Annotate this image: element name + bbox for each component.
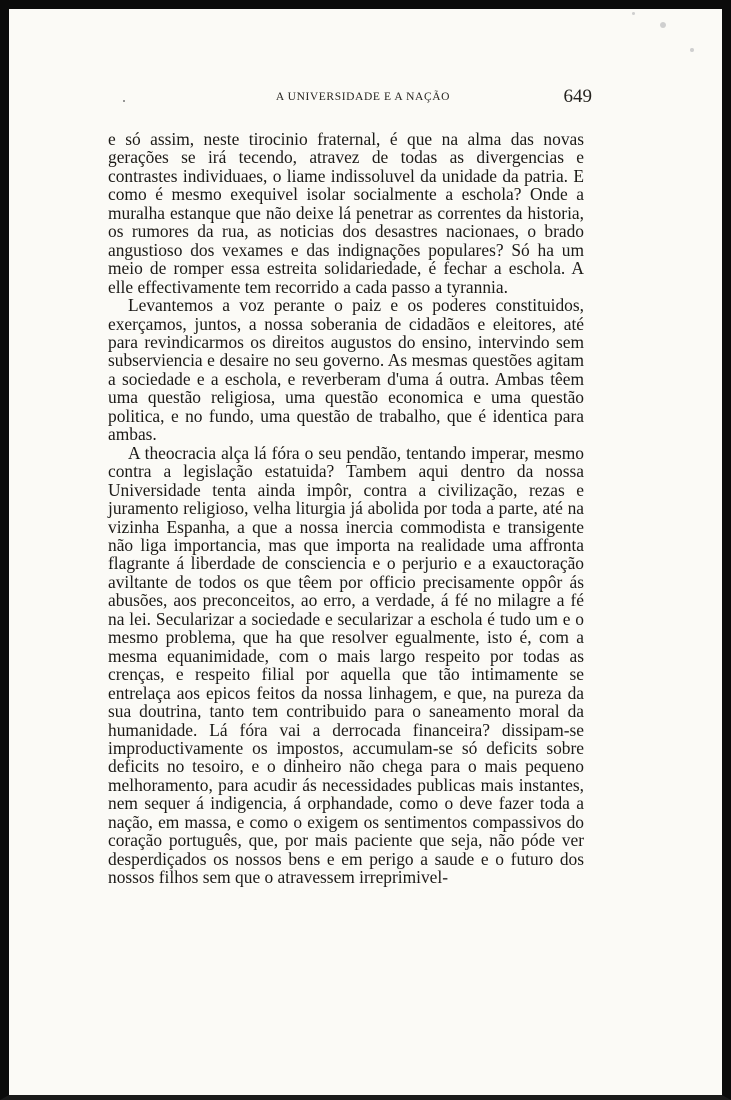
- paper-speck: [632, 12, 635, 15]
- running-title: A UNIVERSIDADE E A NAÇÃO: [275, 91, 451, 103]
- page-number: 649: [563, 86, 592, 107]
- paragraph: A theocracia alça lá fóra o seu pendão, tentando imperar, mesmo contra a legislação estatuida? Tambem aqui dentro da nossa Universidade tenta ainda impôr, contra a civilização, rezas e juramento religioso, velha liturgia já abolida por toda a parte, até na vizinha Espanha, a que a nossa inercia commodista e transigente não liga importancia, mas que importa na realidade uma affronta flagrante á liberdade de consciencia e o perjurio e a exauctoração aviltante de todos os que têem por officio precisamente oppôr ás abusões, aos preconceitos, ao erro, a verdade, á fé no milagre a fé na lei. Secularizar a sociedade e secularizar a eschola é tudo um e o mesmo problema, que ha que resolver egualmente, isto é, com a mesma equanimidade, com o mais largo respeito por todas as crenças, e respeito filial por aquella que tão intimamente se entrelaça aos epicos feitos da nossa linhagem, e que, na pureza da sua doutrina, tanto tem contribuido para o saneamento moral da humanidade. Lá fóra vai a derrocada financeira? dissipam-se improductivamente os impostos, accumulam-se só deficits sobre deficits no tesoiro, e o dinheiro não chega para o mais pequeno melhoramento, para acudir ás necessidades publicas mais instantes, nem sequer á indigencia, á orphandade, como o deve fazer toda a nação, em massa, e como o exigem os sentimentos compassivos do coração português, que, por mais paciente que seja, não póde ver desperdiçados os nossos bens e em perigo a saude e o futuro dos nossos filhos sem que o atravessem irreprimivel-: [108, 442, 584, 888]
- paper-speck: [660, 22, 666, 28]
- paper-speck: [690, 48, 694, 52]
- paragraph: Levantemos a voz perante o paiz e os poderes constituidos, exerçamos, juntos, a nossa soberania de cidadãos e eleitores, até para revindicarmos os direitos augustos do ensino, intervindo sem subserviencia e desaire no seu governo. As mesmas questões agitam a sociedade e a eschola, e reverberam d'uma á outra. Ambas têem uma questão religiosa, uma questão economica e uma questão politica, e no fundo, uma questão de trabalho, que é identica para ambas.: [108, 295, 584, 445]
- page-header: [108, 86, 592, 112]
- body-text: [108, 130, 584, 887]
- paragraph: e só assim, neste tirocinio fraternal, é que na alma das novas gerações se irá tecendo, atravez de todas as divergencias e contrastes individuaes, o liame indissoluvel da unidade da patria. E como é mesmo exequivel isolar socialmente a eschola? Onde a muralha estanque que não deixe lá penetrar as correntes da historia, os rumores da rua, as noticias dos desastres nacionaes, o brado angustioso dos vexames e das indignações populares? Só ha um meio de romper essa estreita solidariedade, é fechar a eschola. A elle effectivamente tem recorrido a cada passo a tyrannia.: [108, 129, 584, 297]
